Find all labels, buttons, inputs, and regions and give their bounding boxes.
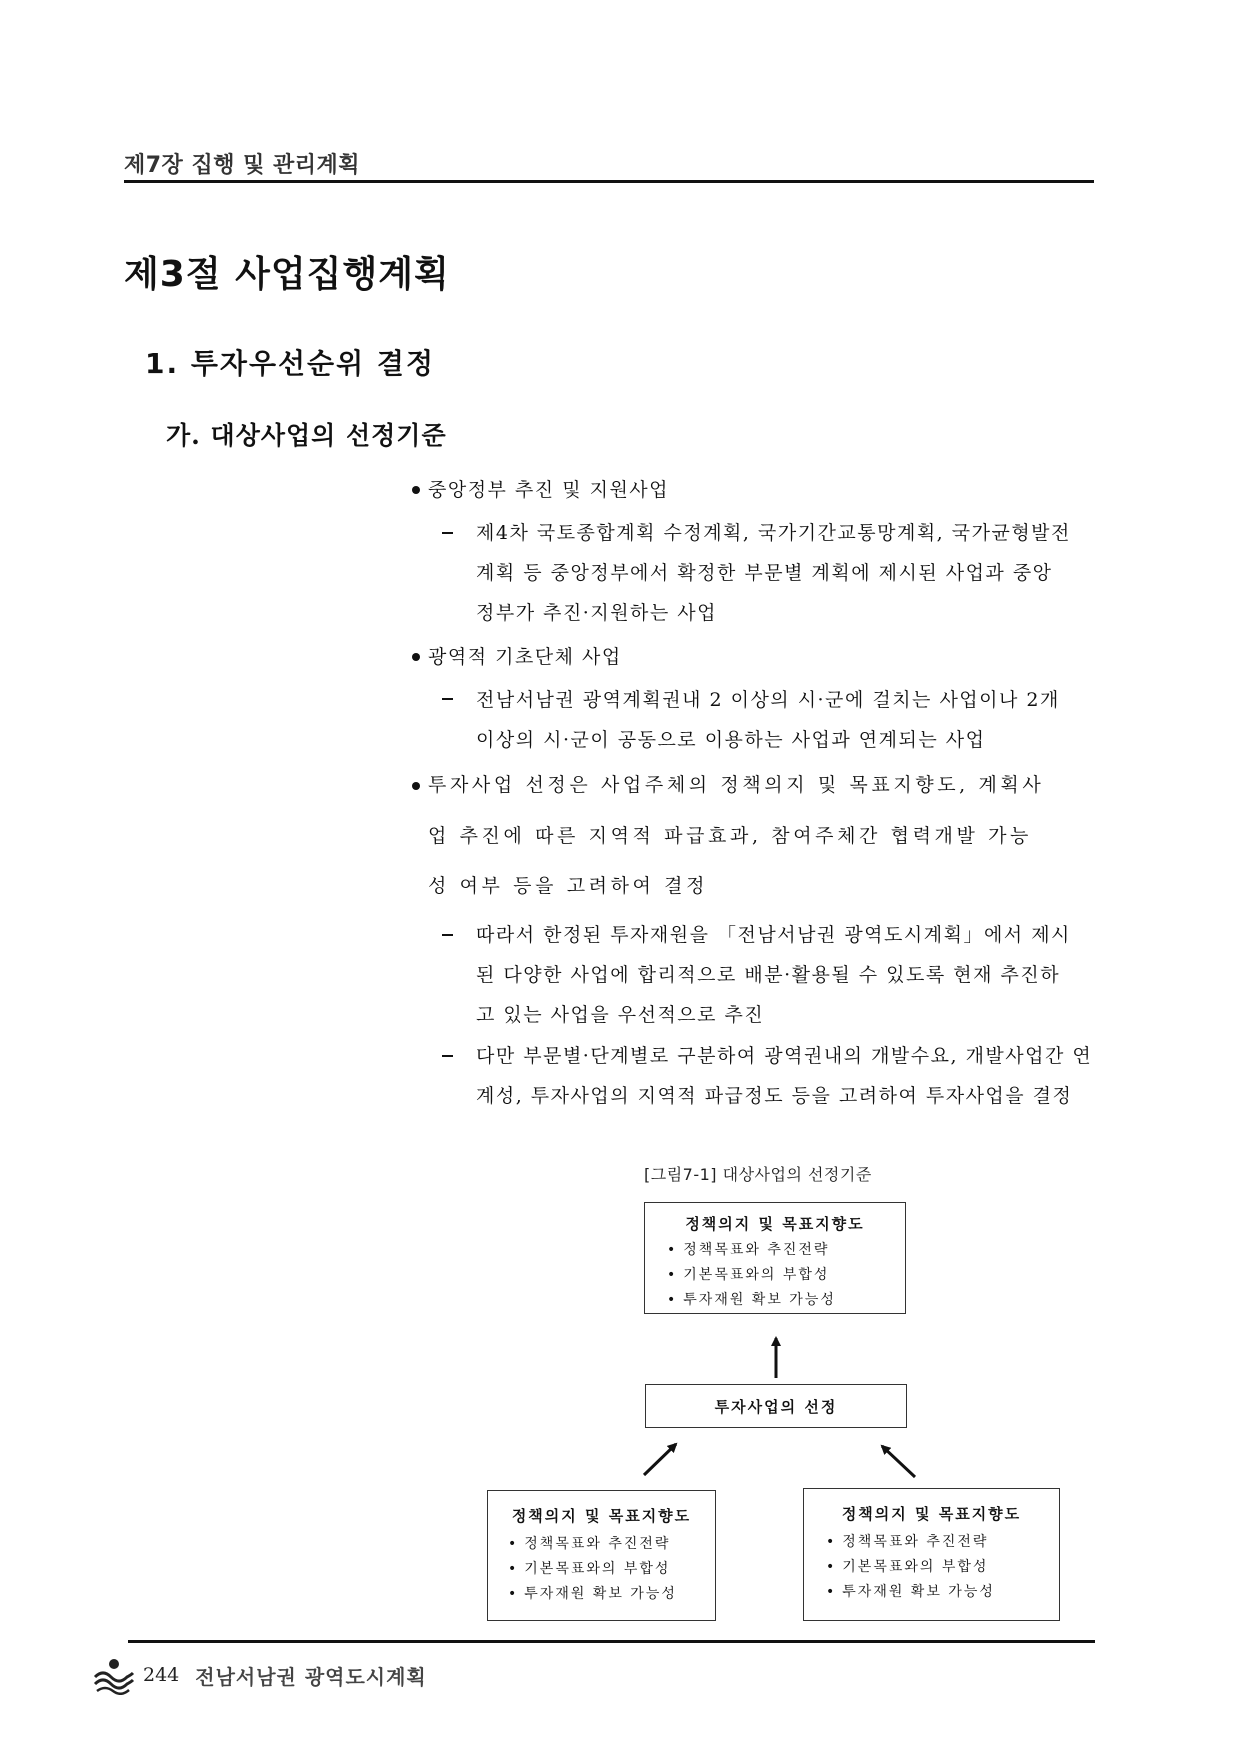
running-header-chapter: 제7장 집행 및 관리계획 (124, 153, 361, 178)
box-item: • 투자재원 확보 가능성 (667, 1288, 905, 1313)
body-line: 계성, 투자사업의 지역적 파급정도 등을 고려하여 투자사업을 결정 (476, 1085, 1073, 1107)
footer-document-title: 전남서남권 광역도시계획 (195, 1664, 427, 1689)
box-title: 정책의지 및 목표지향도 (841, 1505, 1022, 1523)
bullet-icon (412, 653, 420, 661)
footer-rule (128, 1640, 1095, 1643)
body-line: 제4차 국토종합계획 수정계획, 국가기간교통망계획, 국가균형발전 (476, 522, 1071, 544)
center-selection-box (645, 1384, 907, 1428)
box-item: • 정책목표와 추진전략 (667, 1238, 905, 1263)
dash-icon (442, 698, 453, 700)
bullet-icon (412, 486, 420, 494)
left-criteria-box (487, 1490, 716, 1621)
header-rule (124, 180, 1094, 183)
wave-logo-icon (93, 1655, 135, 1695)
body-line: 계획 등 중앙정부에서 확정한 부문별 계획에 제시된 사업과 중앙 (476, 562, 1053, 584)
bullet-text: 광역적 기초단체 사업 (428, 646, 622, 668)
bullet-text: 중앙정부 추진 및 지원사업 (428, 479, 670, 501)
top-criteria-box (644, 1202, 906, 1314)
body-line: 이상의 시·군이 공동으로 이용하는 사업과 연계되는 사업 (476, 729, 986, 751)
body-line: 된 다양한 사업에 합리적으로 배분·활용될 수 있도록 현재 추진하 (476, 964, 1061, 986)
section-title: 제3절 사업집행계획 (124, 254, 450, 295)
box-title: 투자사업의 선정 (714, 1397, 838, 1416)
box-item: • 투자재원 확보 가능성 (826, 1580, 1059, 1605)
dash-icon (442, 1055, 453, 1057)
box-item: • 기본목표와의 부합성 (667, 1263, 905, 1288)
figure-caption: [그림7-1] 대상사업의 선정기준 (644, 1165, 872, 1184)
box-item: • 기본목표와의 부합성 (508, 1557, 715, 1582)
box-item: • 정책목표와 추진전략 (826, 1530, 1059, 1555)
body-line: 정부가 추진·지원하는 사업 (476, 602, 718, 624)
box-item: • 투자재원 확보 가능성 (508, 1582, 715, 1607)
body-line: 성 여부 등을 고려하여 결정 (428, 875, 709, 897)
body-line: 업 추진에 따른 지역적 파급효과, 참여주체간 협력개발 가능 (428, 825, 1033, 847)
bullet-icon (412, 782, 420, 790)
page-footer (93, 1655, 427, 1695)
right-criteria-box (803, 1488, 1060, 1621)
box-title: 정책의지 및 목표지향도 (685, 1215, 865, 1233)
body-line: 전남서남권 광역계획권내 2 이상의 시·군에 걸치는 사업이나 2개 (476, 689, 1060, 711)
subsection-title: 1. 투자우선순위 결정 (145, 347, 436, 380)
box-item: • 정책목표와 추진전략 (508, 1532, 715, 1557)
body-line: 투자사업 선정은 사업주체의 정책의지 및 목표지향도, 계획사 (428, 774, 1045, 796)
box-title: 정책의지 및 목표지향도 (511, 1507, 692, 1525)
box-item: • 기본목표와의 부합성 (826, 1555, 1059, 1580)
page-number: 244 (143, 1664, 180, 1686)
body-line: 다만 부문별·단계별로 구분하여 광역권내의 개발수요, 개발사업간 연 (476, 1045, 1093, 1067)
dash-icon (442, 934, 453, 936)
body-line: 따라서 한정된 투자재원을 「전남서남권 광역도시계획」에서 제시 (476, 924, 1071, 946)
dash-icon (442, 532, 453, 534)
subsubsection-title: 가. 대상사업의 선정기준 (166, 421, 447, 450)
arrow-up-right-icon (644, 1444, 676, 1475)
body-line: 고 있는 사업을 우선적으로 추진 (476, 1004, 765, 1026)
arrow-up-left-icon (882, 1446, 915, 1477)
